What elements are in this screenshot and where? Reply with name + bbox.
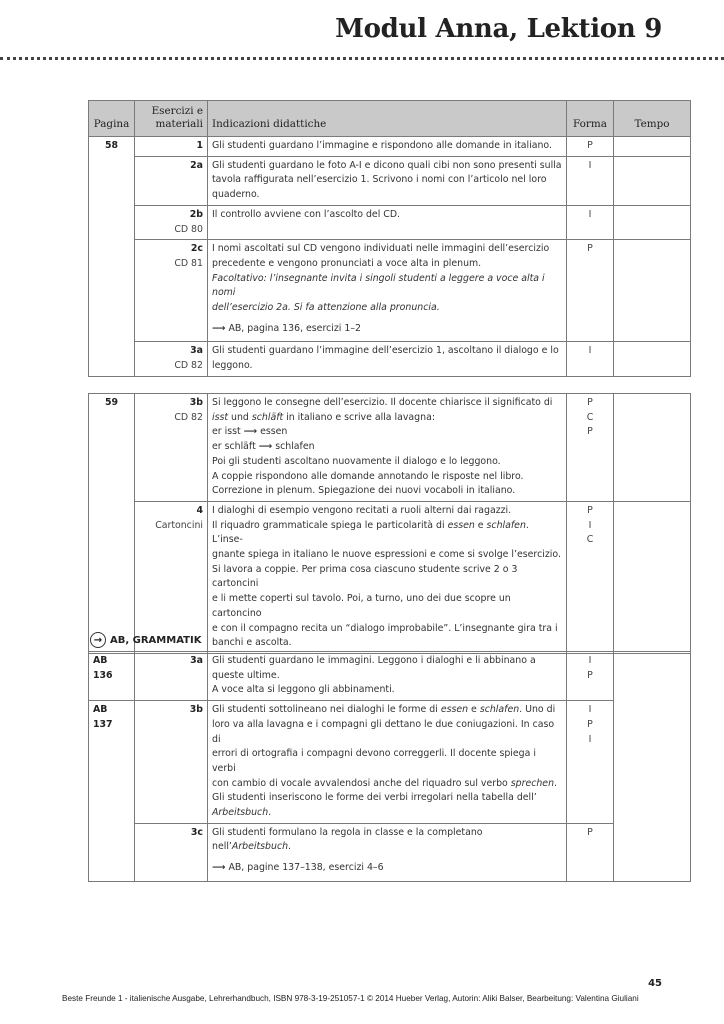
instructions-cell [208, 501, 567, 653]
instruction-line: A voce alta si leggono gli abbinamenti. [212, 684, 395, 696]
table-row [89, 652, 691, 701]
instruction-line: queste ultime. [212, 669, 280, 681]
exercise-cell [135, 205, 208, 239]
instruction-line: I dialoghi di esempio vengono recitati a ruoli alterni dai ragazzi. [212, 504, 512, 516]
forma-value: P [587, 426, 593, 438]
text-span: in italiano e scrive alla lavagna: [283, 411, 435, 423]
exercise-cell [135, 240, 208, 342]
material-label: CD 82 [174, 411, 203, 423]
page-cell: AB 137 [89, 701, 135, 882]
forma-cell [567, 240, 614, 342]
instruction-line: banchi e ascolta. [212, 637, 292, 649]
instruction-line: e con il compagno recita un “dialogo improbabile”. L’insegnante gira tra i [212, 622, 558, 634]
col-header-esercizi [135, 101, 208, 137]
forma-cell [567, 205, 614, 239]
forma-value: I [588, 208, 592, 220]
text-span: . [554, 777, 557, 789]
instructions-cell [208, 701, 567, 824]
blackboard-line [212, 440, 562, 455]
forma-value: P [587, 140, 593, 151]
exercise-cell [135, 823, 208, 881]
page-number: 45 [648, 978, 662, 989]
instruction-line: Si lavora a coppie. Per prima cosa ciascuno studente scrive 2 o 3 cartoncini [212, 563, 518, 590]
german-word: schlafen [486, 519, 526, 531]
text-span: con cambio di vocale avvalendosi anche del riquadro sul verbo [212, 777, 511, 789]
table-row [89, 156, 691, 205]
arrow-right-icon: ⟶ [258, 441, 273, 453]
table-row [89, 823, 691, 881]
forma-cell [567, 342, 614, 376]
text-span: . [288, 841, 292, 853]
exercise-cell [135, 342, 208, 376]
circled-arrow-icon: → [90, 632, 106, 648]
tempo-cell [614, 137, 691, 157]
dotted-divider [0, 57, 724, 60]
instruction-line: Gli studenti guardano l’immagine e rispondono alle domande in italiano. [212, 140, 552, 151]
col-header-tempo: Tempo [614, 101, 691, 137]
instruction-line [212, 703, 562, 718]
col-header-indicazioni: Indicazioni didattiche [208, 101, 567, 137]
instruction-line: Gli studenti inseriscono le forme dei verbi irregolari nella tabella dell’ [212, 792, 537, 804]
footer-copyright: Beste Freunde 1 - italienische Ausgabe, Lehrerhandbuch, ISBN 978-3-19-251057-1 © 2014 Hueber Verlag, Autorin: Aliki Balser, Bearbeitung: Valentina Giuliani [62, 994, 639, 1003]
text-span: e [468, 704, 480, 716]
material-label: Cartoncini [155, 519, 203, 531]
table-row [89, 342, 691, 376]
forma-cell [567, 156, 614, 205]
tempo-cell [614, 652, 691, 882]
forma-value: I [588, 159, 592, 171]
arbeitsbuch-reference [212, 861, 562, 876]
page-cell: AB 136 [89, 652, 135, 701]
instruction-line: I nomi ascoltati sul CD vengono individuati nelle immagini dell’esercizio [212, 243, 550, 255]
forma-cell [567, 501, 614, 653]
forma-cell [567, 394, 614, 502]
page-cell: 58 [89, 137, 135, 377]
text-span: Il riquadro grammaticale spiega le particolarità di [212, 519, 448, 531]
arbeitsbuch-reference [212, 322, 562, 337]
german-word: schlafen [479, 704, 520, 716]
text-span: . [268, 807, 272, 819]
text-span: Gli studenti formulano la regola in classe e la completano nell’ [212, 826, 483, 853]
forma-value: P [587, 397, 593, 408]
infinitive: essen [260, 426, 288, 438]
forma-cell [567, 652, 614, 701]
lesson-table-page-58 [88, 100, 691, 377]
exercise-number: 3c [190, 826, 203, 838]
german-word: schläft [251, 411, 284, 423]
tempo-cell [614, 394, 691, 502]
german-word: essen [440, 704, 469, 716]
section-heading-text: AB, GRAMMATIK [110, 634, 202, 646]
infinitive: schlafen [275, 441, 315, 453]
exercise-cell [135, 701, 208, 824]
instructions-cell [208, 137, 567, 157]
col-header-esercizi-line2: materiali [155, 118, 203, 130]
instructions-cell [208, 394, 567, 502]
forma-cell [567, 137, 614, 157]
verb-form: er schläft [212, 441, 256, 453]
blackboard-line [212, 425, 562, 440]
instruction-line: errori di ortografia i compagni devono correggerli. Il docente spiega i verbi [212, 748, 536, 774]
instruction-line [212, 519, 562, 548]
optional-note-line: Facoltativo: l’insegnante invita i singoli studenti a leggere a voce alta i nomi [212, 272, 545, 299]
exercise-number: 3b [189, 397, 203, 408]
forma-value: I [588, 733, 592, 745]
forma-value: I [588, 655, 592, 666]
instruction-line: Si leggono le consegne dell’esercizio. Il docente chiarisce il significato di [212, 397, 553, 408]
forma-value: P [587, 826, 593, 838]
forma-value: P [587, 504, 593, 516]
text-span: . L’inse- [212, 519, 529, 546]
material-label: CD 82 [174, 360, 203, 372]
table-row [89, 205, 691, 239]
reference-text: AB, pagine 137–138, esercizi 4–6 [228, 862, 384, 874]
exercise-number: 1 [196, 140, 203, 151]
german-word: sprechen [510, 777, 555, 789]
instruction-line: tavola raffigurata nell’esercizio 1. Scrivono i nomi con l’articolo nel loro [212, 174, 547, 186]
instruction-line [212, 777, 562, 792]
instruction-line: Gli studenti guardano le immagini. Leggono i dialoghi e li abbinano a [212, 655, 536, 666]
forma-cell [567, 701, 614, 824]
forma-cell [567, 823, 614, 881]
text-span: Gli studenti sottolineano nei dialoghi le forme di [212, 704, 441, 716]
tempo-cell [614, 156, 691, 205]
page-cell: 59 [89, 394, 135, 654]
text-span: e [474, 519, 487, 531]
instruction-line: quaderno. [212, 189, 260, 201]
col-header-esercizi-line1: Esercizi e [151, 105, 203, 117]
instruction-line: loro va alla lavagna e i compagni gli dettano le due coniugazioni. In caso di [212, 718, 555, 745]
arrow-right-icon: ⟶ [212, 322, 226, 334]
lesson-table-page-59 [88, 393, 691, 654]
instructions-cell [208, 342, 567, 376]
arbeitsbuch-table [88, 651, 691, 882]
exercise-cell [135, 652, 208, 701]
text-span: . Uno di [519, 704, 556, 716]
instruction-line: precedente e vengono pronunciati a voce alta in plenum. [212, 257, 482, 269]
arrow-right-icon: ⟶ [243, 426, 258, 438]
forma-value: I [588, 519, 592, 531]
exercise-number: 3a [190, 655, 203, 666]
instruction-line: e li mette coperti sul tavolo. Poi, a turno, uno dei due scopre un cartoncino [212, 593, 511, 619]
exercise-cell [135, 501, 208, 653]
instruction-line [212, 826, 562, 855]
german-word: Arbeitsbuch [231, 841, 289, 853]
instructions-cell [208, 240, 567, 342]
tempo-cell [614, 240, 691, 342]
lesson-title: Modul Anna, Lektion 9 [335, 14, 662, 44]
exercise-cell [135, 137, 208, 157]
instruction-line: A coppie rispondono alle domande annotando le risposte nel libro. [212, 470, 524, 482]
tempo-cell [614, 342, 691, 376]
forma-value: P [587, 718, 593, 730]
instruction-line [212, 806, 562, 821]
table-header-row [89, 101, 691, 137]
exercise-number: 3b [189, 704, 203, 716]
exercise-cell [135, 156, 208, 205]
tempo-cell [614, 501, 691, 653]
forma-value: P [587, 243, 593, 255]
instruction-line: Gli studenti guardano le foto A-I e dicono quali cibi non sono presenti sulla [212, 159, 562, 171]
optional-note-line: dell’esercizio 2a. Si fa attenzione alla pronuncia. [212, 302, 440, 314]
section-heading-arbeitsbuch [90, 632, 201, 648]
arrow-right-icon: ⟶ [212, 862, 226, 874]
table-row [89, 240, 691, 342]
table-row [89, 701, 691, 824]
table-row [89, 501, 691, 653]
instructions-cell [208, 823, 567, 881]
table-row [89, 137, 691, 157]
instructions-cell [208, 156, 567, 205]
table-row [89, 394, 691, 502]
exercise-number: 4 [196, 504, 203, 516]
instructions-cell [208, 652, 567, 701]
instruction-line: leggono. [212, 360, 253, 372]
instruction-line: Gli studenti guardano l’immagine dell’esercizio 1, ascoltano il dialogo e lo [212, 345, 559, 357]
german-word: isst [212, 411, 229, 423]
instruction-line: gnante spiega in italiano le nuove espressioni e come si svolge l’esercizio. [212, 549, 561, 561]
verb-form: er isst [212, 426, 241, 438]
exercise-number: 2a [190, 159, 203, 171]
material-label: CD 81 [174, 257, 203, 269]
forma-value: P [587, 669, 593, 681]
material-label: CD 80 [174, 223, 203, 235]
exercise-number: 2b [189, 208, 203, 220]
reference-text: AB, pagina 136, esercizi 1–2 [228, 322, 361, 334]
instruction-line: Il controllo avviene con l’ascolto del CD. [212, 208, 401, 220]
instruction-line [212, 411, 562, 426]
german-word: essen [447, 519, 475, 531]
tempo-cell [614, 205, 691, 239]
german-word: Arbeitsbuch [212, 807, 269, 819]
text-span: und [228, 411, 252, 423]
instruction-line: Poi gli studenti ascoltano nuovamente il dialogo e lo leggono. [212, 455, 501, 467]
instructions-cell [208, 205, 567, 239]
instruction-line: Correzione in plenum. Spiegazione dei nuovi vocaboli in italiano. [212, 485, 516, 497]
forma-value: I [588, 345, 592, 357]
col-header-pagina: Pagina [89, 101, 135, 137]
col-header-forma: Forma [567, 101, 614, 137]
exercise-cell [135, 394, 208, 502]
forma-value: I [588, 704, 592, 716]
exercise-number: 2c [190, 243, 203, 255]
forma-value: C [586, 411, 594, 423]
forma-value: C [586, 534, 594, 546]
exercise-number: 3a [190, 345, 203, 357]
